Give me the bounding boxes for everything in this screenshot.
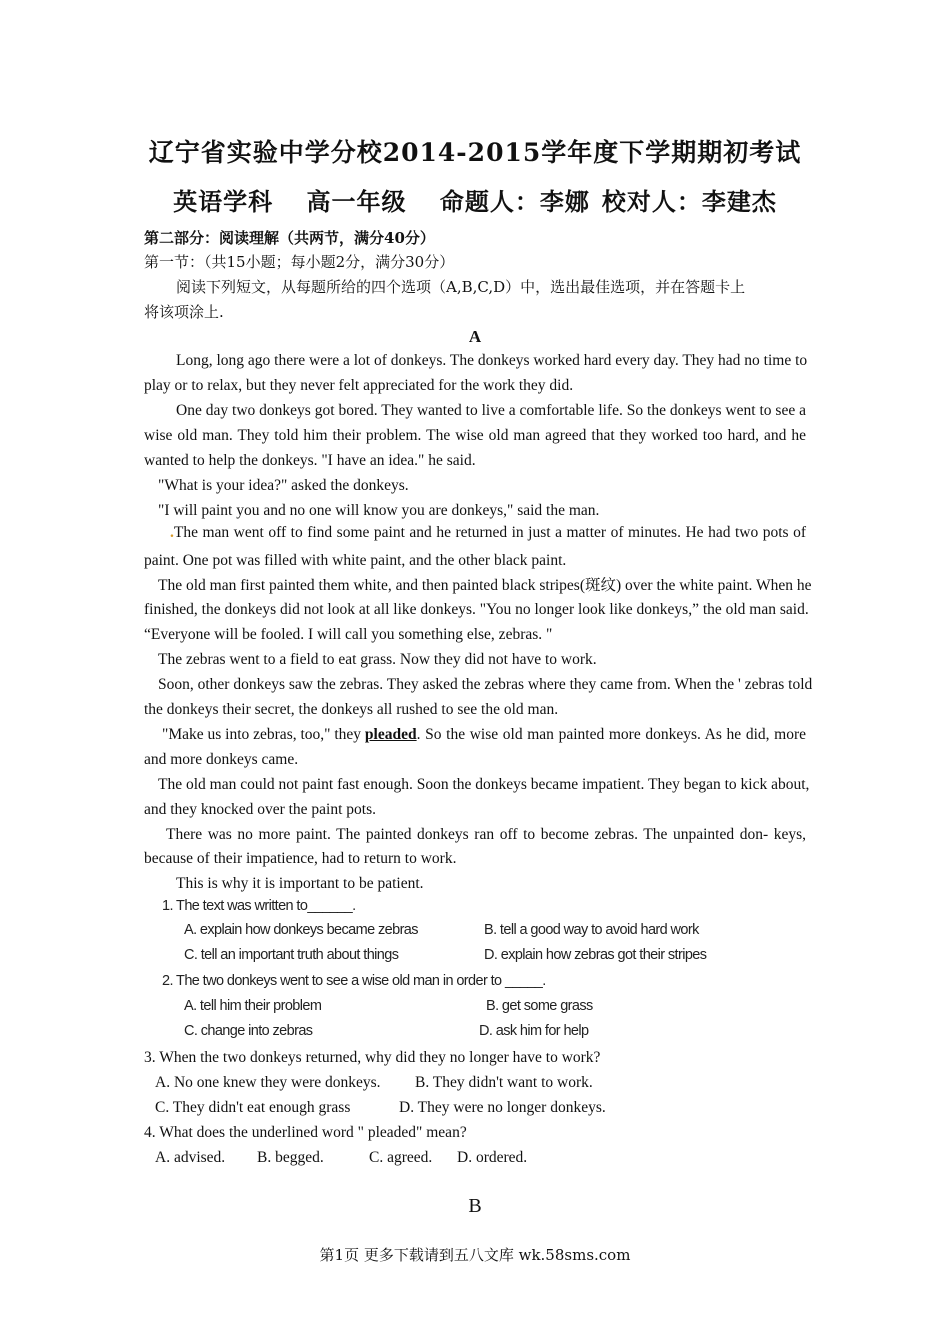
passage-line: . The man went off to find some paint and he returned in just a matter of minutes. He had two pots of xyxy=(170,521,806,545)
question-4: 4. What does the underlined word " pleaded" mean? xyxy=(144,1124,467,1141)
passage-line: wanted to help the donkeys. "I have an idea." he said. xyxy=(144,452,476,469)
option-2a: A. tell him their problem xyxy=(184,998,322,1014)
passage-line: the donkeys their secret, the donkeys all rushed to see the old man. xyxy=(144,701,559,718)
question-1: 1. The text was written to______. xyxy=(162,898,356,914)
passage-line: and they knocked over the paint pots. xyxy=(144,801,377,818)
exam-subtitle xyxy=(0,182,950,217)
underlined-word: pleaded xyxy=(364,726,417,743)
passage-line: The old man first painted them white, and then painted black stripes(斑纹) over the white paint. When he xyxy=(158,577,812,594)
option-1b: B. tell a good way to avoid hard work xyxy=(484,922,699,938)
passage-line: “Everyone will be fooled. I will call you something else, zebras. " xyxy=(144,626,553,643)
passage-line: There was no more paint. The painted donkeys ran off to become zebras. The unpainted don- keys, xyxy=(166,826,806,843)
orange-dot-mark: . xyxy=(170,524,174,541)
passage-line: This is why it is important to be patient. xyxy=(176,875,424,892)
passage-line: "What is your idea?" asked the donkeys. xyxy=(158,477,409,494)
instruction-line-2: 将该项涂上. xyxy=(144,303,224,321)
subject-label: 英语学科 xyxy=(173,187,274,216)
passage-line: Soon, other donkeys saw the zebras. They asked the zebras where they came from. When the ' zebras told xyxy=(158,676,813,693)
question-2: 2. The two donkeys went to see a wise old man in order to _____. xyxy=(162,973,546,989)
passage-line: "Make us into zebras, too," they pleaded . So the wise old man painted more donkeys. As he did, more xyxy=(162,723,806,747)
part-heading: 第二部分：阅读理解（共两节，满分40分） xyxy=(144,229,435,247)
passage-line: "I will paint you and no one will know you are donkeys," said the man. xyxy=(158,502,600,519)
option-4d: D. ordered. xyxy=(457,1149,528,1166)
passage-line: Long, long ago there were a lot of donkeys. The donkeys worked hard every day. They had no time to xyxy=(176,352,808,369)
passage-line: finished, the donkeys did not look at all like donkeys. "You no longer look like donkeys,” the old man said. xyxy=(144,601,809,618)
checker-label: 校对人：李建杰 xyxy=(601,187,777,216)
passage-line: The zebras went to a field to eat grass. Now they did not have to work. xyxy=(158,651,597,668)
passage-line: and more donkeys came. xyxy=(144,751,299,768)
option-4b: B. begged. xyxy=(257,1149,324,1166)
option-2b: B. get some grass xyxy=(486,998,593,1014)
question-3: 3. When the two donkeys returned, why did they no longer have to work? xyxy=(144,1049,601,1066)
passage-line: because of their impatience, had to return to work. xyxy=(144,850,457,867)
passage-line: paint. One pot was filled with white paint, and the other black paint. xyxy=(144,552,567,569)
instruction-line-1: 阅读下列短文，从每题所给的四个选项（A,B,C,D）中，选出最佳选项，并在答题卡上 xyxy=(176,278,746,296)
option-4a: A. advised. xyxy=(155,1149,226,1166)
option-1c: C. tell an important truth about things xyxy=(184,947,399,963)
option-4c: C. agreed. xyxy=(369,1149,433,1166)
passage-line: One day two donkeys got bored. They wanted to live a comfortable life. So the donkeys went to see a xyxy=(176,402,806,419)
option-2d: D. ask him for help xyxy=(479,1023,589,1039)
option-3d: D. They were no longer donkeys. xyxy=(399,1099,606,1116)
page-footer: 第1页 更多下载请到五八文库 wk.58sms.com xyxy=(319,1246,631,1264)
grade-label: 高一年级 xyxy=(306,187,407,216)
option-1d: D. explain how zebras got their stripes xyxy=(484,947,707,963)
option-3a: A. No one knew they were donkeys. xyxy=(155,1074,381,1091)
option-3b: B. They didn't want to work. xyxy=(415,1074,593,1091)
author-label: 命题人：李娜 xyxy=(439,187,590,216)
section-heading: 第一节：（共15小题；每小题2分，满分30分） xyxy=(144,253,455,271)
passage-line: wise old man. They told him their problem. The wise old man agreed that they worked too hard, and he xyxy=(144,427,806,444)
option-2c: C. change into zebras xyxy=(184,1023,313,1039)
exam-title: 辽宁省实验中学分校2014-2015学年度下学期期初考试 xyxy=(148,138,802,167)
passage-a-label: A xyxy=(468,327,482,346)
option-1a: A. explain how donkeys became zebras xyxy=(184,922,418,938)
passage-line: The old man could not paint fast enough. Soon the donkeys became impatient. They began to kick about, xyxy=(158,776,810,793)
option-3c: C. They didn't eat enough grass xyxy=(155,1099,351,1116)
passage-line: play or to relax, but they never felt appreciated for the work they did. xyxy=(144,377,574,394)
passage-b-label: B xyxy=(468,1195,482,1217)
